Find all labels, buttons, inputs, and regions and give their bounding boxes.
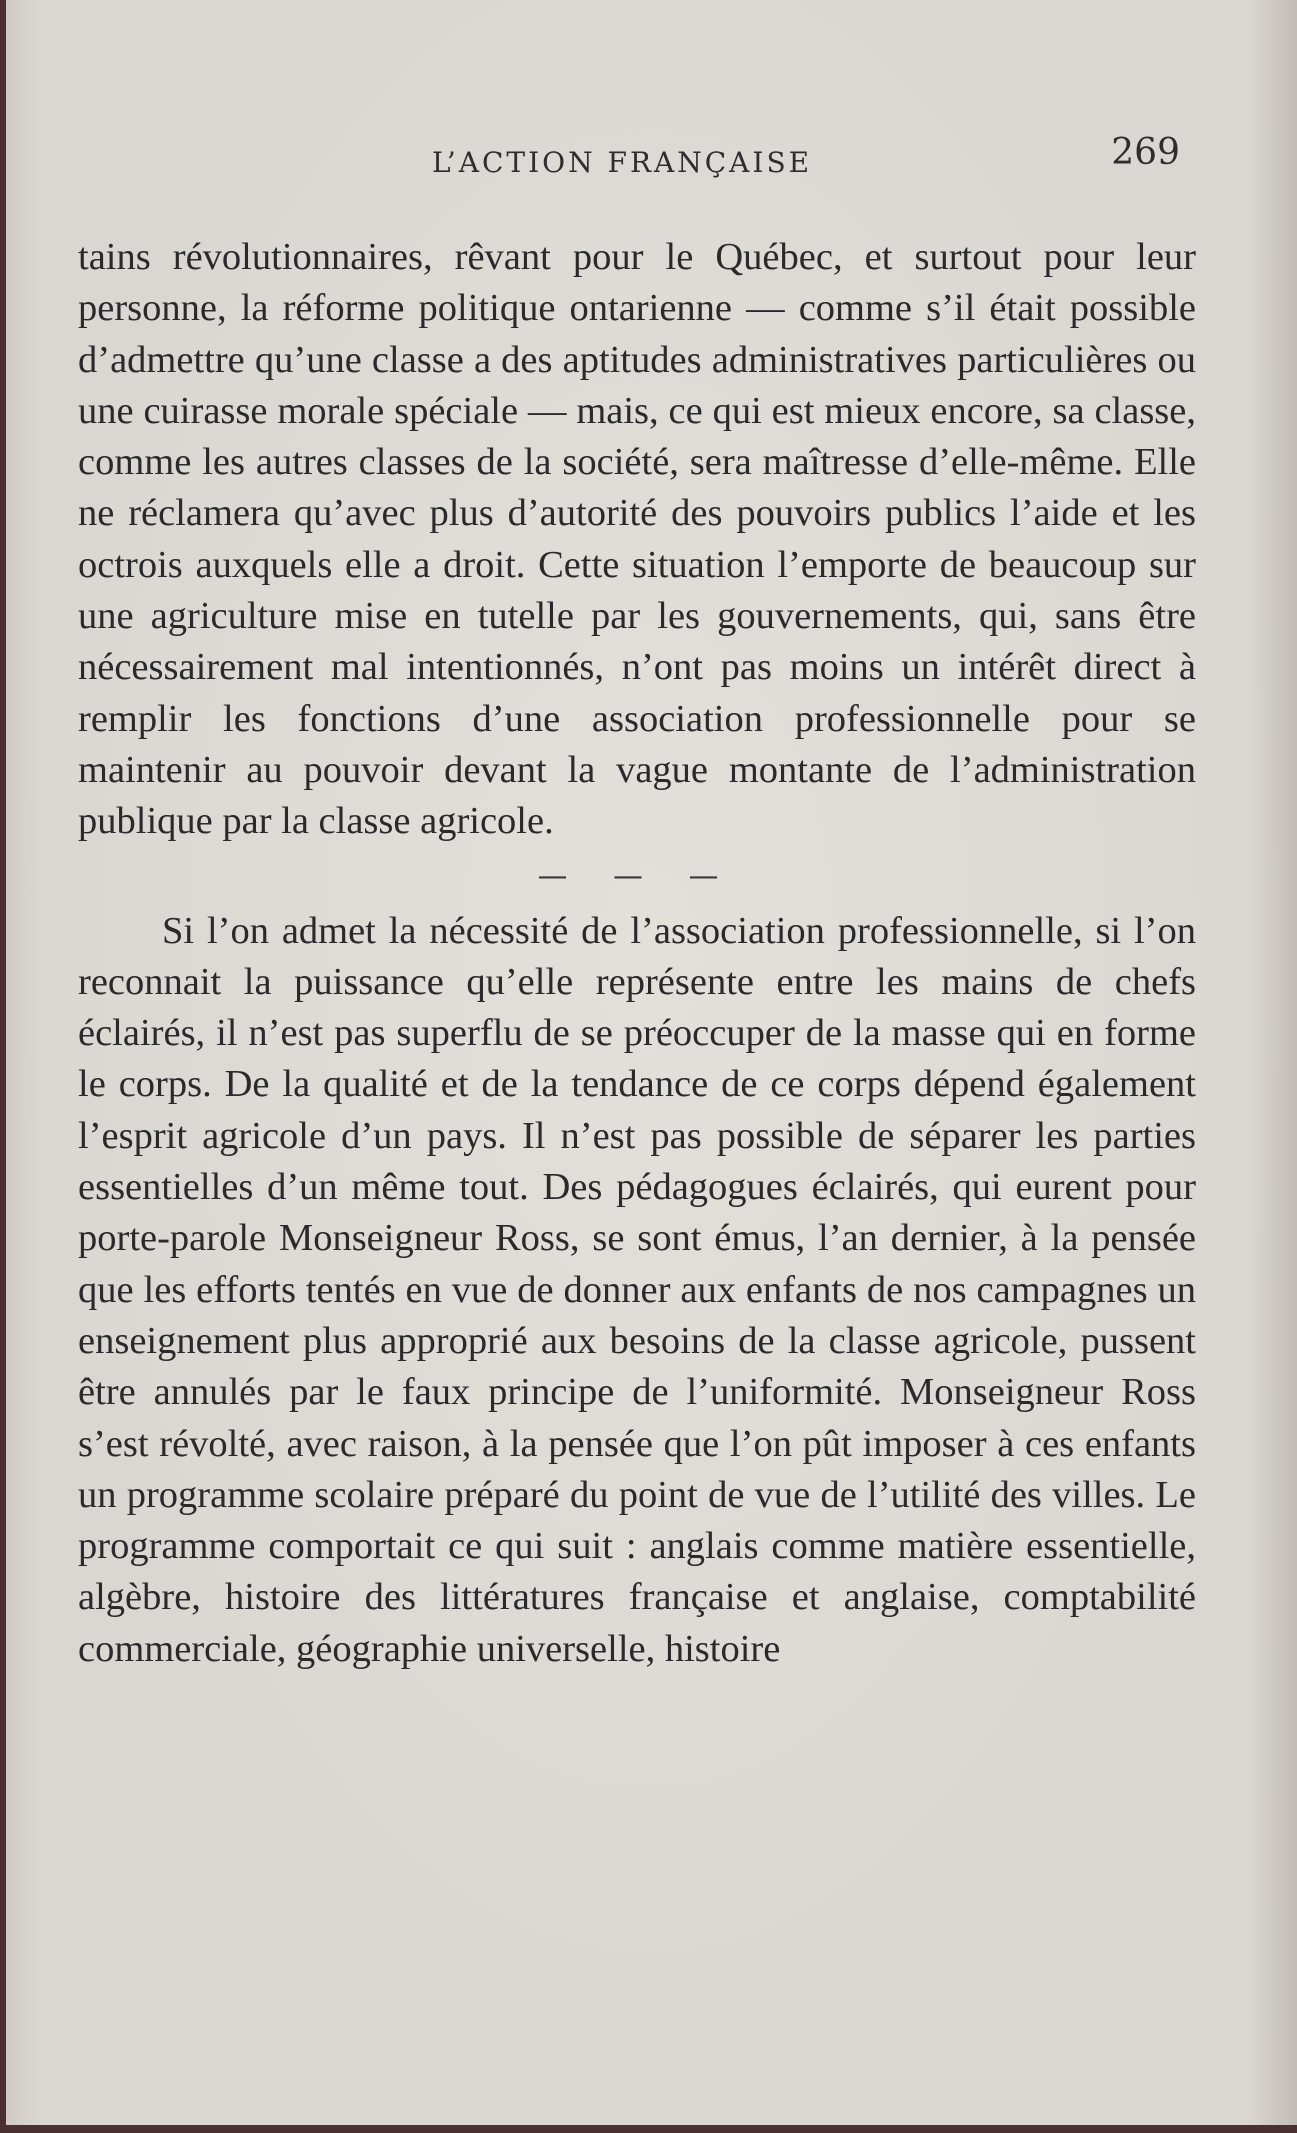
running-head-title: L’ACTION FRANÇAISE	[432, 146, 813, 179]
page-bottom-edge	[0, 2125, 1297, 2133]
running-head	[80, 132, 1180, 190]
binding-edge	[0, 0, 6, 2133]
section-separator: — — —	[537, 858, 737, 894]
body-text	[78, 232, 1196, 1675]
page-number: 269	[1111, 132, 1180, 173]
paragraph-continued: tains révolutionnaires, rêvant pour le Québec, et surtout pour leur personne, la réforme politique ontarienne — comme s’il était possible d’admettre qu’une classe a des aptitudes administratives particulières ou une cuirasse morale spéciale — mais, ce qui est mieux encore, sa classe, comme les autres classes de la société, sera maîtresse d’elle-même. Elle ne réclamera qu’avec plus d’autorité des pouvoirs publics l’aide et les octrois auxquels elle a droit. Cette situation l’emporte de beaucoup sur une agriculture mise en tutelle par les gouvernements, qui, sans être nécessairement mal intentionnés, n’ont pas moins un intérêt direct à remplir les fonctions d’une association professionnelle pour se maintenir au pouvoir devant la vague montante de l’administration publique par la classe agricole.	[78, 236, 1196, 843]
paragraph: Si l’on admet la nécessité de l’association professionnelle, si l’on reconnait la puissance qu’elle représente entre les mains de chefs éclairés, il n’est pas superflu de se préoccuper de la masse qui en forme le corps. De la qualité et de la tendance de ce corps dépend également l’esprit agricole d’un pays. Il n’est pas possible de séparer les parties essentielles d’un même tout. Des pédagogues éclairés, qui eurent pour porte-parole Monseigneur Ross, se sont émus, l’an dernier, à la pensée que les efforts tentés en vue de donner aux enfants de nos campagnes un enseignement plus approprié aux besoins de la classe agricole, pussent être annulés par le faux principe de l’uniformité. Monseigneur Ross s’est révolté, avec raison, à la pensée que l’on pût imposer à ces enfants un programme scolaire préparé du point de vue de l’utilité des villes. Le programme comportait ce qui suit : anglais comme matière essentielle, algèbre, histoire des littératures française et anglaise, comptabilité commerciale, géographie universelle, histoire	[78, 909, 1196, 1670]
